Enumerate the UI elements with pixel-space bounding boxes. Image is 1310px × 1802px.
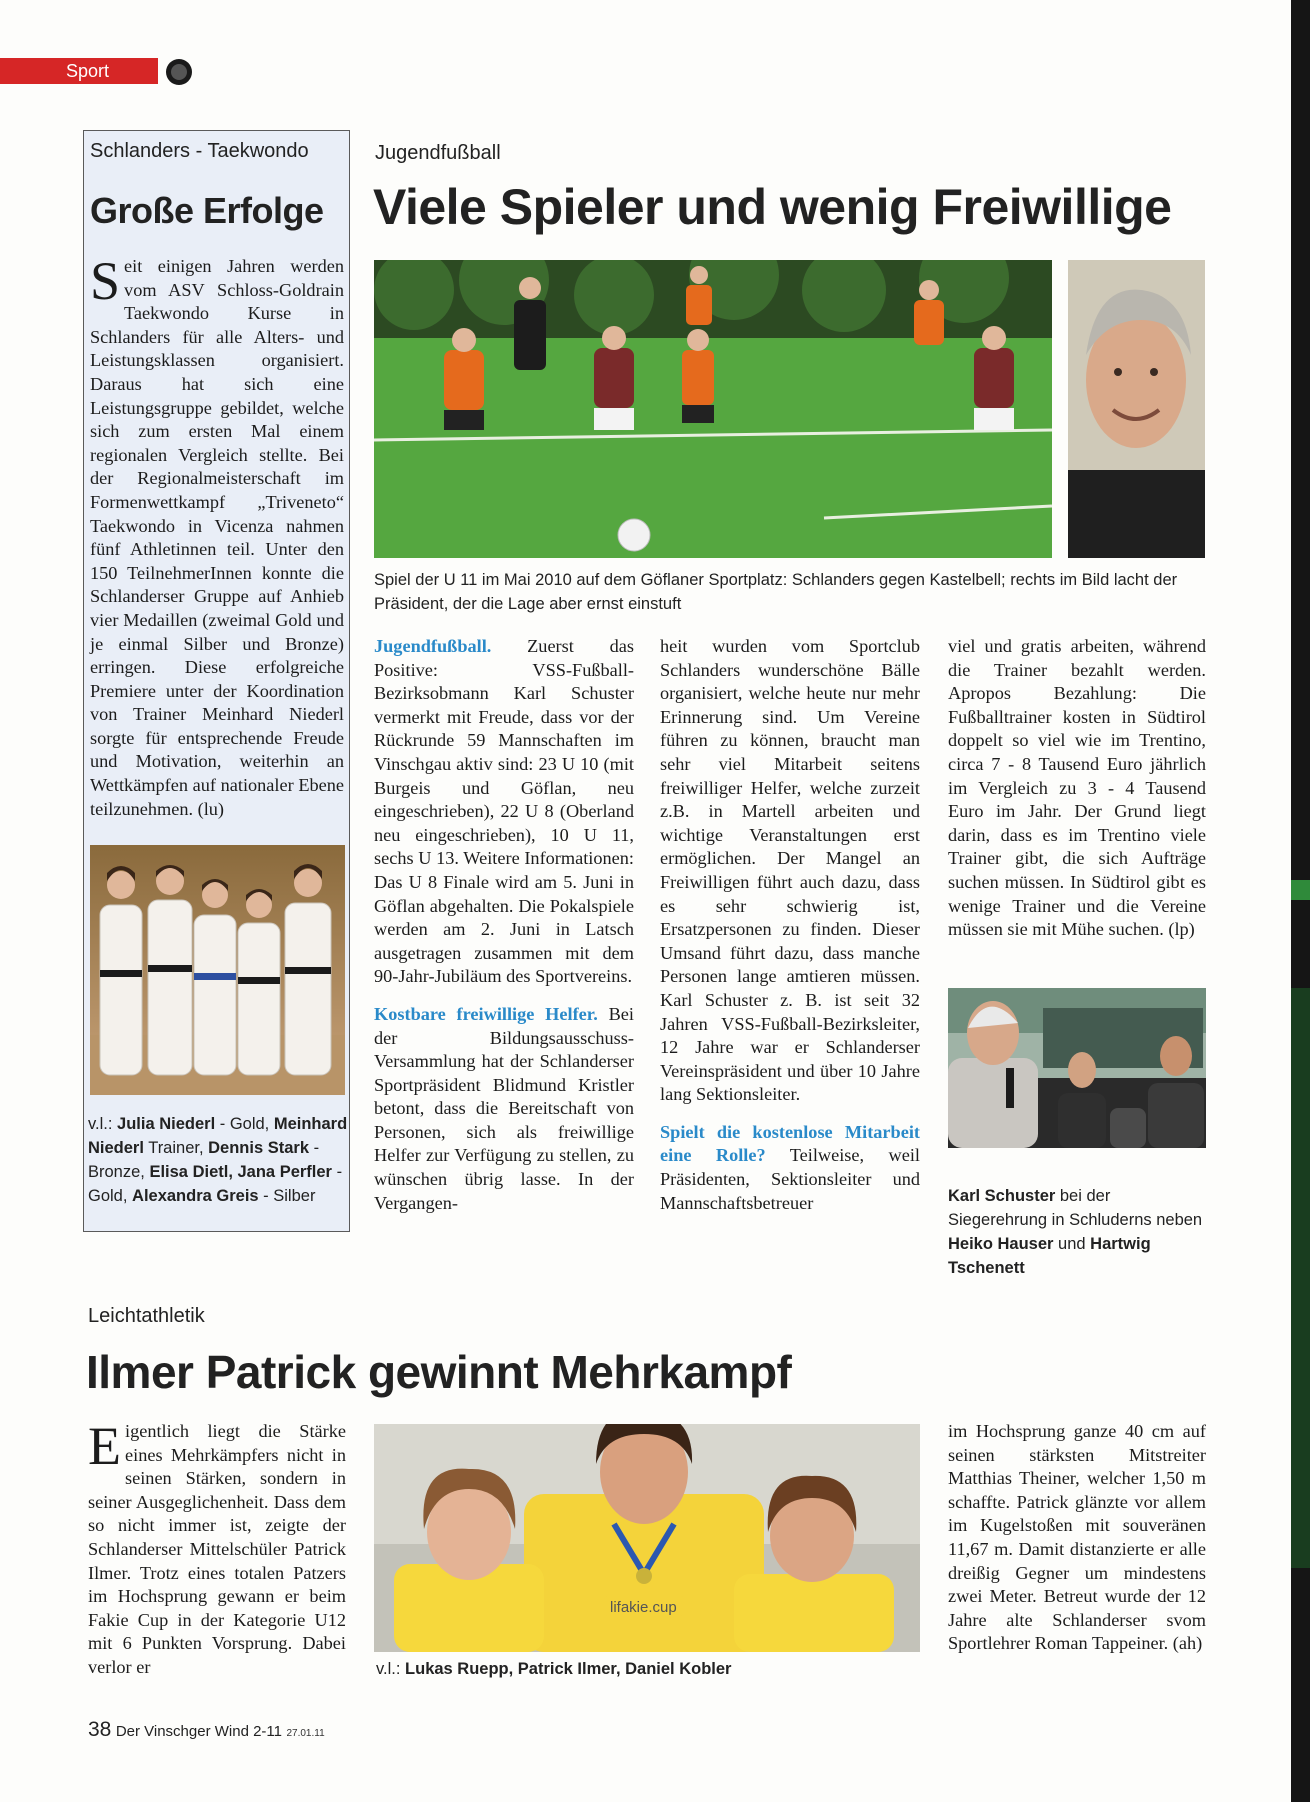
section-label: Sport <box>66 61 110 81</box>
caption-text: - Bronze, <box>88 1139 320 1181</box>
caption-text: und <box>1053 1235 1091 1253</box>
caption-text: - Gold, <box>215 1115 274 1133</box>
page-number: 38 <box>88 1718 112 1741</box>
football-photo <box>374 260 1052 558</box>
caption-name: Lukas Ruepp, Patrick Ilmer, Daniel Kobler <box>405 1660 732 1678</box>
athletes-caption <box>376 1657 731 1681</box>
article2-col1-text: igentlich liegt die Stärke eines Mehrkämpfers nicht in seinen Stärken, sondern in seiner Ausgeglichenheit. Dass dem so nicht immer ist, zeigte der Schlanderser Mittelschüler Patrick Ilmer. Trotz eines totalen Patzers im Hochsprung gewann er beim Fakie Cup in der Kategorie U12 mit 6 Punkten Vorsprung. Dabei verlor er <box>88 1421 346 1677</box>
award-ceremony-caption <box>948 1184 1206 1280</box>
sidebar-body <box>90 251 344 821</box>
caption-name: Dennis Stark <box>208 1139 310 1157</box>
article2-col3-text: im Hochsprung ganze 40 cm auf seinen stärksten Mitstreiter Matthias Theiner, welcher 1,50 m schaffte. Patrick glänzte vor allem im Kugelstoßen mit souveränen 11,67 m. Damit distanzierte er alle dreißig Gegner um mindestens zwei Meter. Betreut wurde der 12 Jahre alte Schlanderser svom Sportlehrer Roman Tappeiner. (ah) <box>948 1421 1206 1654</box>
article1-title: Viele Spieler und wenig Freiwillige <box>373 179 1172 235</box>
article1-col1-text2: Bei der Bildungsausschuss-Versammlung hat der Schlanderser Sportpräsident Blidmund Kristler betont, dass die Bereitschaft von Personen, sich als freiwillige Helfer zur Verfügung zu stellen, zu wünschen übrig lasse. In der Vergangen- <box>374 1003 634 1213</box>
publication-name: Der Vinschger Wind 2-11 <box>115 1723 282 1740</box>
sidebar-title: Große Erfolge <box>90 190 324 231</box>
award-ceremony-photo <box>948 988 1206 1148</box>
article1-subhead-1: Kostbare freiwillige Helfer. <box>374 1003 598 1024</box>
caption-name: Heiko Hauser <box>948 1235 1054 1253</box>
athletes-photo <box>374 1424 920 1652</box>
caption-name: Alexandra Greis <box>132 1187 259 1205</box>
president-photo <box>1068 260 1205 558</box>
page-edge-accent <box>1291 988 1310 1568</box>
article1-col2-text2: Teilweise, weil Präsidenten, Sektionsleiter und Mannschaftsbetreuer <box>660 1145 920 1213</box>
page-footer <box>88 1718 325 1742</box>
sidebar-caption <box>88 1112 348 1208</box>
caption-text: - Silber <box>258 1187 316 1205</box>
article2-column-1 <box>88 1416 346 1680</box>
section-tab <box>0 58 158 84</box>
caption-prefix: v.l.: <box>376 1660 406 1678</box>
article1-col2-text: heit wurden vom Sportclub Schlanders wunderschöne Bälle organisiert, welche heute nur mehr Erinnerung sind. Um Vereine führen zu können, braucht man sehr viel Mitarbeit seitens freiwilliger Helfer, welche zurzeit z.B. in Martell arbeiten und wichtige Veranstaltungen erst ermöglichen. Der Mangel an Freiwilligen führt auch dazu, dass es sehr schwierig ist, Ersatzpersonen zu finden. Dieser Umsand führt dazu, dass manche Personen lange amtieren müssen. Karl Schuster z. B. ist seit 32 Jahren VSS-Fußball-Bezirksleiter, 12 Jahre war er Schlanderser Vereinspräsident und über 10 Jahre lang Sektionsleiter. <box>660 636 920 1105</box>
article1-kicker: Jugendfußball <box>375 142 501 164</box>
article1-column-1 <box>374 635 634 1215</box>
section-dot-icon <box>166 59 192 85</box>
article1-col1-text: Zuerst das Positive: VSS-Fußball-Bezirksobmann Karl Schuster vermerkt mit Freude, dass vor der Rückrunde 59 Mannschaften im Vinschgau aktiv sind: 23 U 10 (mit Burgeis und Göflan, neu eingeschrieben), 22 U 8 (Oberland neu eingeschrieben), 10 U 11, sechs U 13. Weitere Informationen: Das U 8 Finale wird am 5. Juni in Göflan abgehalten. Die Pokalspiele werden am 2. Juni in Latsch ausgetragen zusammen mit dem 90-Jahr-Jubiläum des Sportvereins. <box>374 636 634 987</box>
sidebar-kicker: Schlanders - Taekwondo <box>90 140 309 162</box>
football-photo-caption: Spiel der U 11 im Mai 2010 auf dem Göflaner Sportplatz: Schlanders gegen Kastelbell; rechts im Bild lacht der Präsident, der die Lage aber ernst einstuft <box>374 571 1178 613</box>
caption-name: Meinhard Niederl <box>88 1115 348 1157</box>
shirt-print: lifakie.cup <box>610 1599 677 1616</box>
sidebar-dropcap: S <box>90 251 121 311</box>
caption-text: Trainer, <box>143 1139 209 1157</box>
caption-prefix: v.l.: <box>88 1115 118 1133</box>
caption-text: bei der Siegerehrung in Schluderns neben <box>948 1187 1203 1229</box>
page-edge-marker <box>1291 880 1310 900</box>
issue-date: 27.01.11 <box>286 1728 325 1739</box>
article2-title: Ilmer Patrick gewinnt Mehrkampf <box>86 1346 792 1398</box>
caption-name: Hartwig Tschenett <box>948 1235 1151 1277</box>
caption-name: Jana Perfler <box>237 1163 332 1181</box>
article2-kicker: Leichtathletik <box>88 1305 205 1327</box>
sidebar-body-text: eit einigen Jahren werden vom ASV Schloss-Goldrain Taekwondo Kurse in Schlanders für alle Alters- und Leistungsklassen organisiert. Daraus hat sich eine Leistungsgruppe gebildet, welche sich zum ersten Mal einem regionalen Vergleich stellte. Bei der Regionalmeisterschaft im Formenwettkampf „Triveneto“ Taekwondo in Vicenza nahmen fünf Athletinnen teil. Unter den 150 TeilnehmerInnen konnte die Schlanderser Gruppe auf Anhieb vier Medaillen (zweimal Gold und je einmal Silber und Bronze) erringen. Diese erfolgreiche Premiere unter der Koordination von Trainer Meinhard Niederl sorgte für entsprechende Freude und Motivation, weiterhin an Wettkämpfen auf nationaler Ebene teilzunehmen. (lu) <box>90 256 344 819</box>
article1-subhead-2: Spielt die kostenlose Mitarbeit eine Rolle? <box>660 1121 920 1166</box>
caption-name: Julia Niederl <box>117 1115 216 1133</box>
article1-col3-text: viel und gratis arbeiten, während die Trainer bezahlt werden. Apropos Bezahlung: Die Fußballtrainer kosten in Südtirol doppelt so viel wie im Trentino, circa 7 - 8 Tausend Euro jährlich im Vergleich zu 3 - 4 Tausend Euro im Jahr. Der Grund liegt darin, dass es im Trentino viele Trainer gibt, die sich Aufträge suchen müssen. In Südtirol gibt es wenige Trainer und die Vereine müssen sie mit Mühe suchen. (lp) <box>948 636 1206 940</box>
article1-column-3 <box>948 635 1206 942</box>
taekwondo-photo <box>90 845 345 1095</box>
caption-text: - Gold, <box>88 1163 343 1205</box>
caption-name: Elisa Dietl, <box>149 1163 233 1181</box>
article1-lead-in: Jugendfußball. <box>374 636 492 656</box>
caption-name: Karl Schuster <box>948 1187 1056 1205</box>
article2-dropcap: E <box>88 1416 121 1476</box>
article2-column-3 <box>948 1420 1206 1656</box>
article1-column-2 <box>660 635 920 1215</box>
